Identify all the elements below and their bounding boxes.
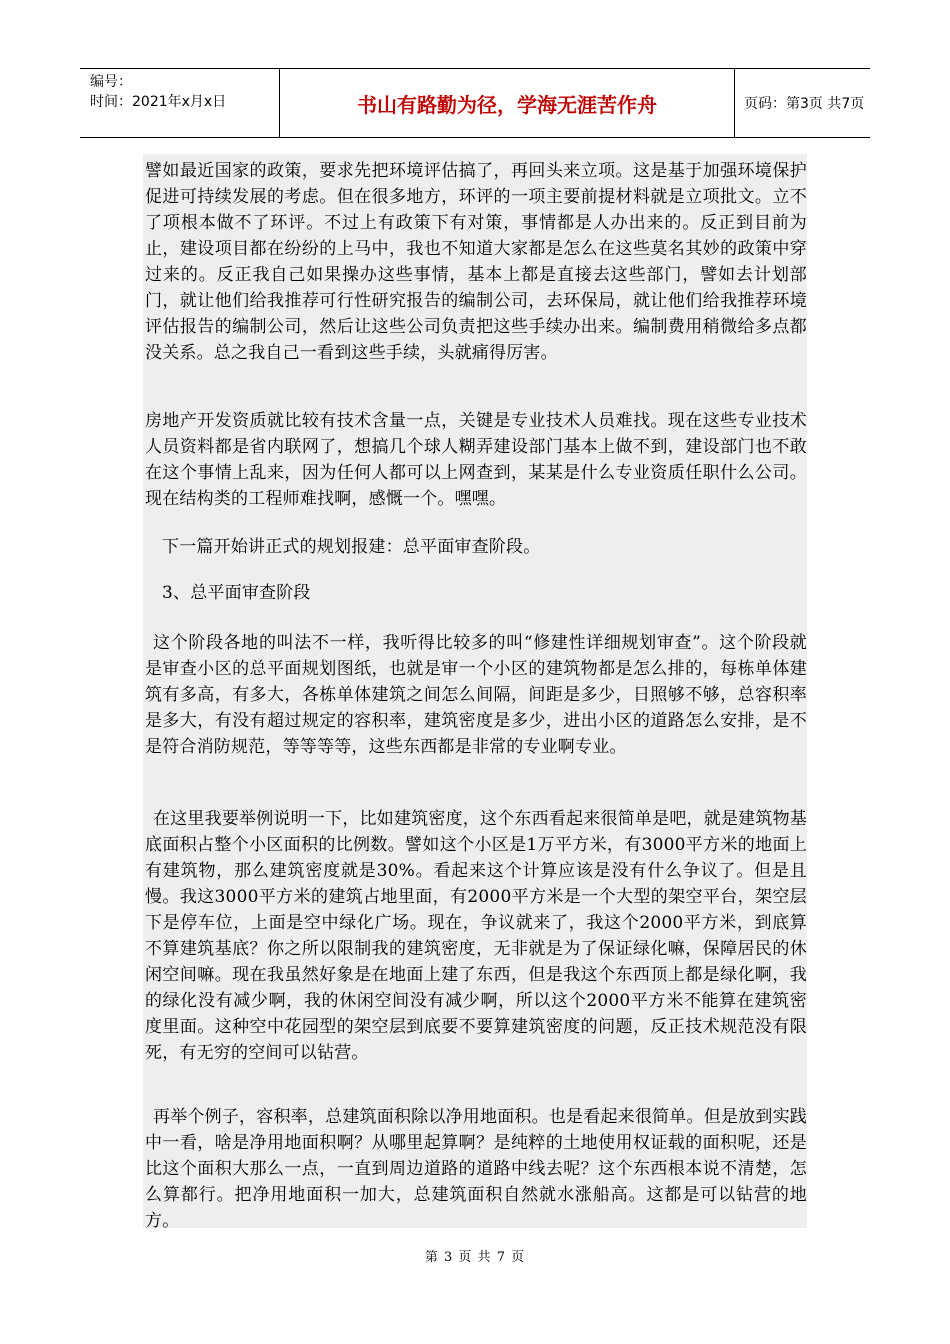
header-meta [80, 69, 280, 137]
page-footer: 第 3 页 共 7 页 [424, 1250, 526, 1265]
paragraph-6: 再举个例子，容积率，总建筑面积除以净用地面积。也是看起来很简单。但是放到实践中一看，啥是净用地面积啊？从哪里起算啊？是纯粹的土地使用权证载的面积呢，还是比这个面积大那么一点，一直到周边道路的道路中线去呢？这个东西根本说不清楚，怎么算都行。把净用地面积一加大，总建筑面积自然就水涨船高。这都是可以钻营的地方。 [145, 1107, 807, 1231]
paragraph-3: 下一篇开始讲正式的规划报建：总平面审查阶段。 [162, 537, 541, 557]
paragraph-1: 譬如最近国家的政策，要求先把环境评估搞了，再回头来立项。这是基于加强环境保护促进可持续发展的考虑。但在很多地方，环评的一项主要前提材料就是立项批文。立不了项根本做不了环评。不过上有政策下有对策，事情都是人办出来的。反正到目前为止，建设项目都在纷纷的上马中，我也不知道大家都是怎么在这些莫名其妙的政策中穿过来的。反正我自己如果操办这些事情，基本上都是直接去这些部门，譬如去计划部门，就让他们给我推荐可行性研究报告的编制公司，去环保局，就让他们给我推荐环境评估报告的编制公司，然后让这些公司负责把这些手续办出来。编制费用稍微给多点都没关系。总之我自己一看到这些手续，头就痛得厉害。 [145, 161, 807, 363]
paragraph-5: 在这里我要举例说明一下，比如建筑密度，这个东西看起来很简单是吧，就是建筑物基底面积占整个小区面积的比例数。譬如这个小区是1万平方米，有3000平方米的地面上有建筑物，那么建筑密度就是30%。看起来这个计算应该是没有什么争议了。但是且慢。我这3000平方米的建筑占地里面，有2000平方米是一个大型的架空平台，架空层下是停车位，上面是空中绿化广场。现在，争议就来了，我这个2000平方米，到底算不算建筑基底？你之所以限制我的建筑密度，无非就是为了保证绿化嘛，保障居民的休闲空间嘛。现在我虽然好象是在地面上建了东西，但是我这个东西顶上都是绿化啊，我的绿化没有减少啊，我的休闲空间没有减少啊，所以这个2000平方米不能算在建筑密度里面。这种空中花园型的架空层到底要不要算建筑密度的问题，反正技术规范没有限死，有无穷的空间可以钻营。 [145, 809, 807, 1063]
number-label: 编号： [90, 74, 132, 90]
paragraph-2: 房地产开发资质就比较有技术含量一点，关键是专业技术人员难找。现在这些专业技术人员资料都是省内联网了，想搞几个球人糊弄建设部门基本上做不到，建设部门也不敢在这个事情上乱来，因为任何人都可以上网查到，某某是什么专业资质任职什么公司。现在结构类的工程师难找啊，感慨一个。嘿嘿。 [145, 411, 807, 509]
time-label: 时间：2021年x月x日 [90, 94, 227, 110]
header-motto: 书山有路勤为径，学海无涯苦作舟 [280, 69, 735, 137]
document-header [80, 68, 870, 138]
section-heading: 3、总平面审查阶段 [162, 583, 311, 603]
paragraph-4: 这个阶段各地的叫法不一样，我听得比较多的叫“修建性详细规划审查”。这个阶段就是审查小区的总平面规划图纸，也就是审一个小区的建筑物都是怎么排的，每栋单体建筑有多高，有多大，各栋单体建筑之间怎么间隔，间距是多少，日照够不够，总容积率是多大，有没有超过规定的容积率，建筑密度是多少，进出小区的道路怎么安排，是不是符合消防规范，等等等等，这些东西都是非常的专业啊专业。 [145, 633, 807, 757]
header-page-info: 页码：第3页 共7页 [744, 96, 865, 112]
